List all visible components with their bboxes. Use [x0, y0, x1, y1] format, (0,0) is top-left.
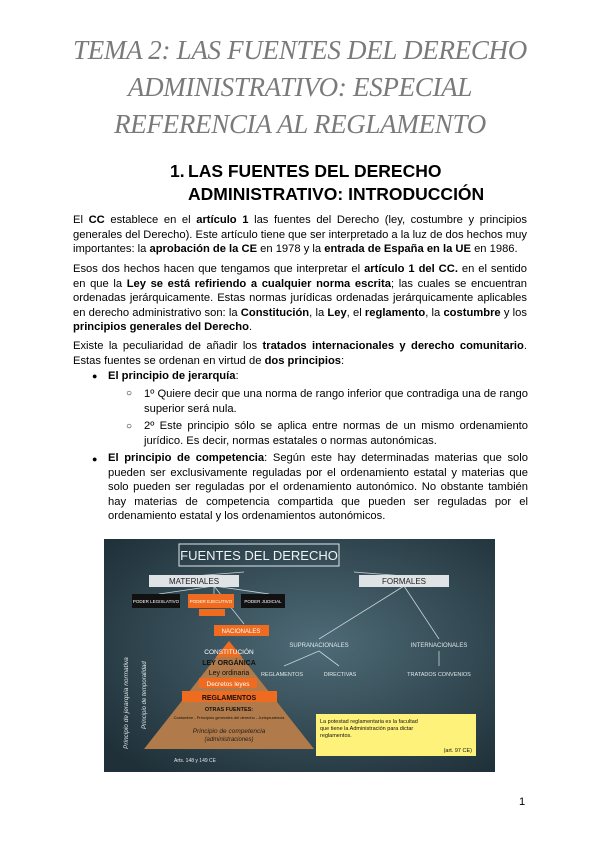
title-line-2: ADMINISTRATIVO: ESPECIAL: [127, 72, 473, 102]
bullet-competencia: El principio de competencia: Según este hay determinadas materias que solo pueden ser exclusivamente reguladas por el ordenamiento estatal y materias que solo pueden ser reguladas por el ordenamiento autonómico. No obstante también hay materias de competencia compartida que pueden ser reguladas por el ordenamiento estatal y los ordenamientos autonómicos.: [108, 452, 528, 522]
section-number: 1.: [170, 161, 185, 181]
paragraph-1: El CC establece en el artículo 1 las fuentes del Derecho (ley, costumbre y principios generales del Derecho). Este artículo tiene que ser interpretado a la luz de dos hechos muy importantes: la aprobación de la CE en 1978 y la entrada de España en la UE en 1986.: [73, 214, 527, 255]
tratados-label: TRATADOS CONVENIOS: [407, 672, 471, 678]
sub-bullet-2: 2º Este principio sólo se aplica entre normas de un mismo ordenamiento jurídico. Es decir, normas estatales o normas autonómicas.: [144, 420, 528, 447]
section-heading-line-2: ADMINISTRATIVO: INTRODUCCIÓN: [188, 184, 485, 204]
otras-fuentes-detalle: Costumbre - Principios generales del derecho - Jurisprudencia: [173, 715, 285, 720]
fuentes-diagram: [104, 539, 495, 772]
nota-reglamentaria: La potestad reglamentaria es la facultad que tiene la Administración para dictar reglamentos.: [320, 719, 418, 739]
paragraph-2: Esos dos hechos hacen que tengamos que interpretar el artículo 1 del CC. en el sentido en que la Ley se está refiriendo a cualquier norma escrita; las cuales se encuentran ordenadas jerárquicamente. Estas normas jurídicas ordenadas jerárquicamente aplicables en derecho administrativo son: la Constitución, la Ley, el reglamento, la costumbre y los principios generales del Derecho.: [73, 263, 527, 333]
document-title: [40, 32, 560, 143]
nacionales-label: NACIONALES: [221, 629, 261, 635]
title-line-1: TEMA 2: LAS FUENTES DEL DERECHO: [73, 35, 527, 65]
constitucion-label: CONSTITUCIÓN: [204, 649, 254, 656]
decretos-label: Decretos leyes: [206, 681, 250, 688]
jerarquia-label: Principio de jerarquía normativa: [123, 657, 130, 749]
materiales-label: MATERIALES: [168, 577, 220, 586]
competencia-label: Principio de competencia: [192, 728, 266, 735]
temporalidad-label: Principio de temporalidad: [142, 661, 148, 729]
reglamentos-label: REGLAMENTOS: [201, 695, 257, 702]
articulos-label: Arts. 148 y 149 CE: [174, 758, 216, 764]
sub-bullet-circle-icon: ○: [126, 421, 133, 432]
ley-ordinaria-label: Ley ordinaria: [208, 670, 250, 677]
ley-organica-label: LEY ORGÁNICA: [202, 660, 256, 667]
nota-referencia: (art. 97 CE): [443, 748, 472, 754]
diagram-title: FUENTES DEL DERECHO: [180, 548, 338, 563]
supranacionales-label: SUPRANACIONALES: [289, 643, 349, 649]
sub-bullet-1: 1º Quiere decir que una norma de rango inferior que contradiga una de rango superior será nula.: [144, 388, 528, 415]
section-heading-line-1: LAS FUENTES DEL DERECHO: [188, 161, 442, 181]
paragraph-3: Existe la peculiaridad de añadir los tratados internacionales y derecho comunitario. Estas fuentes se ordenan en virtud de dos principios:: [73, 340, 527, 367]
sub-bullet-circle-icon: ○: [126, 388, 133, 399]
bullet-dot-icon: ●: [92, 371, 98, 381]
otras-fuentes-label: OTRAS FUENTES:: [204, 707, 254, 713]
formales-label: FORMALES: [381, 577, 427, 586]
reglamentos-sup-label: REGLAMENTOS: [260, 672, 304, 678]
poder-legislativo-label: PODER LEGISLATIVO: [132, 599, 180, 604]
bullet-dot-icon: ●: [92, 454, 98, 464]
competencia-sub-label: (administraciones): [204, 737, 254, 743]
title-line-3: REFERENCIA AL REGLAMENTO: [114, 109, 486, 139]
poder-judicial-label: PODER JUDICIAL: [244, 599, 282, 604]
poder-ejecutivo-label: PODER EJECUTIVO: [189, 599, 233, 604]
directivas-label: DIRECTIVAS: [323, 672, 357, 678]
internacionales-label: INTERNACIONALES: [410, 643, 468, 649]
bullet-jerarquia: El principio de jerarquía:: [108, 370, 239, 382]
page-number: 1: [519, 796, 526, 808]
